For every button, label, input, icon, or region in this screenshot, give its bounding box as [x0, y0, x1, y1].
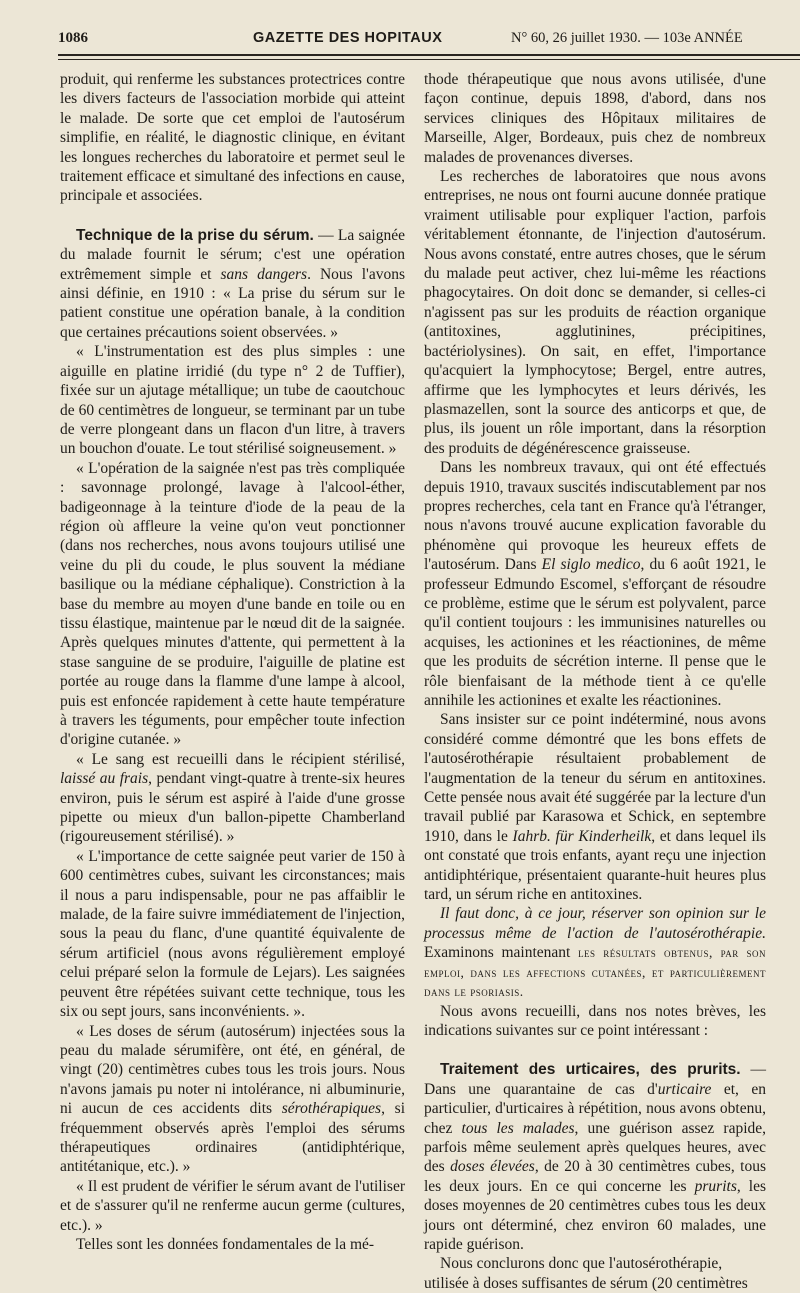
- text-run: , une guérison assez rapide, parfois même seulement après quelques heures, avec des: [424, 1119, 767, 1176]
- text-run: Dans les nombreux travaux, qui ont été effectués depuis 1910, travaux suscités indiscutablement par nos propres recherches, cela tant en France qu'à l'étranger, nous n'avons trouvé aucune explication favorable du phénomène qui provoque les heureux effets de l'autosérum. Dans: [424, 459, 766, 574]
- paragraph: « L'instrumentation est des plus simples : une aiguille en platine irridié (du type n° 2 de Tuffier), fixée sur un ajutage métallique; un tube de caoutchouc de 60 centimètres de longueur, se terminant par un tube de verre plongeant dans un flacon d'un litre, à travers un bouchon d'ouate. Le tout stérilisé soigneusement. »: [60, 343, 405, 458]
- text-run: . Nous l'avons ainsi définie, en 1910 : « La prise du sérum sur le patient constitue une opération banale, à la condition que certaines précautions soient observées. »: [60, 265, 405, 341]
- section-urticaires: [424, 1060, 766, 1254]
- header-rule-thick: [58, 54, 800, 56]
- italic-run: sans dangers: [220, 265, 308, 283]
- paragraph: [60, 1022, 405, 1177]
- italic-run: tous les malades: [461, 1119, 575, 1137]
- italic-run: sérothérapiques: [281, 1100, 382, 1118]
- header-rule-thin: [58, 59, 800, 60]
- italic-run: Iahrb. für Kinderheilk: [512, 827, 652, 845]
- paragraph: [424, 904, 766, 1001]
- italic-run: prurits: [694, 1177, 737, 1195]
- text-run: — La saignée du malade fournit le sérum; c'est une opération extrêmement simple et: [60, 226, 405, 283]
- italic-run: El siglo medico: [541, 556, 641, 574]
- text-run: , du 6 août 1921, le professeur Edmundo Escomel, s'efforçant de résoudre ce problème, estime que le sérum est polyvalent, parce qu'il contient toujours : les immunisines naturelles ou acquises, les actionines et les réactionines, de même que les produits de sécrétion interne. Il pense que le rôle bienfaisant de la méthode tient à ce qu'elle annihile les actionines et exalte les réactionines.: [424, 556, 766, 709]
- paragraph: Les recherches de laboratoires que nous avons entreprises, ne nous ont fourni aucune donnée pratique vraiment utilisable pour expliquer l'action, parfois véritablement étonnante, de l'injection d'autosérum. Nous avons constaté, entre autres choses, que le sérum du malade peut activer, chez lui-même les réactions phagocytaires. On doit donc se demander, si celles-ci n'agissent pas sur les produits de réaction organique (antitoxines, agglutinines, précipitines, bactériolysines). On sait, en effet, l'importance qu'acquiert la lymphocytose; Bergel, entre autres, affirme que les lymphocytes et leurs dérivés, les plasmazellen, sont la source des anticorps et que, de plus, ils jouent un rôle important, dans la résorption des produits de dégénérescence graisseuse.: [424, 168, 766, 457]
- paragraph: [60, 750, 405, 847]
- text-run: , pendant vingt-quatre à trente-six heures environ, puis le sérum est aspiré à l'aide d'une grosse pipette ou mieux d'un ballon-pipette Chamberland (rigoureusement stérilisé). »: [60, 770, 406, 846]
- text-run: , de 20 à 30 centimètres cubes, tous les deux jours. En ce qui concerne les: [424, 1158, 767, 1195]
- italic-run: Il faut donc, à ce jour, réserver son opinion sur le processus même de l'action de l'autosérothérapie.: [424, 905, 766, 942]
- text-run: , si fréquemment observés après l'emploi des sérums thérapeutiques ordinaires (antidiphtérique, antitétanique, etc.). »: [60, 1100, 405, 1176]
- page-number: 1086: [58, 30, 88, 46]
- text-run: Sans insister sur ce point indéterminé, nous avons considéré comme démontré que les bons effets de l'autosérothérapie résultaient probablement de l'augmentation de la teneur du sérum en antitoxines. Cette pensée nous avait été suggérée par la lecture d'un travail publié par Karasowa et Schick, en septembre 1910, dans le: [424, 711, 766, 845]
- text-run: « Le sang est recueilli dans le récipient stérilisé,: [76, 750, 405, 768]
- paragraph: Telles sont les données fondamentales de la mé-: [76, 1235, 375, 1253]
- paragraph: « Il est prudent de vérifier le sérum avant de l'utiliser et de s'assurer qu'il ne renferme aucun germe (cultures, etc.). »: [60, 1177, 405, 1234]
- text-run: et, en particulier, d'urticaires à répétition, nous avons obtenu, chez: [424, 1080, 766, 1137]
- paragraph: thode thérapeutique que nous avons utilisée, d'une façon continue, depuis 1898, d'abord, dans nos services cliniques des Hôpitaux militaires de Marseille, Alger, Bordeaux, puis chez de nombreux malades de provenances diverses.: [424, 71, 766, 166]
- small-caps-run: les résultats obtenus, par son emploi, dans les affections cutanées, et particulièrement dans le psoriasis.: [424, 945, 766, 1000]
- paragraph: [424, 710, 766, 904]
- italic-run: urticaire: [657, 1080, 712, 1098]
- text-run: , et dans lequel ils ont constaté que trois enfants, ayant reçu une injection antidiphtérique, présentaient quarante-huit heures plus tard, un sérum riche en antitoxines.: [424, 827, 766, 904]
- paragraph: « L'importance de cette saignée peut varier de 150 à 600 centimètres cubes, suivant les circonstances; mais il nous a paru indispensable, pour ne pas affaiblir le malade, de la faire suivre immédiatement de l'injection, sous la peau du flanc, d'une quantité équivalente de sérum artificiel (nous avons régulièrement employé celui préparé selon la formule de Lejars). Les saignées peuvent être répétées suivant cette technique, tous les six ou sept jours, sans inconvénients. ».: [60, 847, 405, 1021]
- text-run: — Dans une quarantaine de cas d': [424, 1061, 766, 1098]
- paragraph: Nous conclurons donc que l'autosérothérapie, utilisée à doses suffisantes de sérum (20 centimètres: [424, 1255, 748, 1292]
- paragraph: « L'opération de la saignée n'est pas très compliquée : savonnage prolongé, lavage à l'alcool-éther, badigeonnage à la teinture d'iode de la peau de la région où affleure la veine qu'on veut ponctionner (dans nos recherches, nous avons toujours utilisé une veine du pli du coude, le plus souvent la médiane basilique ou la médiane céphalique). Constriction à la base du membre au moyen d'une bande en toile ou en tissu élastique, maintenue par le nœud dit de la saignée. Après quelques minutes d'attente, qui permettent à la stase sanguine de se produire, l'aiguille de platine est portée au rouge dans la flamme d'une lampe à alcool, puis est enfoncée rapidement à cette haute température à travers les téguments, pour empêcher toute infection d'origine cutanée. »: [60, 459, 405, 749]
- journal-title: GAZETTE DES HOPITAUX: [253, 30, 443, 46]
- left-column: [60, 70, 406, 1253]
- italic-run: doses élevées: [450, 1158, 535, 1176]
- paragraph: [424, 458, 766, 710]
- paragraph: Nous avons recueilli, dans nos notes brèves, les indications suivantes sur ce point intéressant :: [424, 1002, 766, 1039]
- paragraph: produit, qui renferme les substances protectrices contre les divers facteurs de l'association morbide qui atteint le malade. De sorte que cet emploi de l'autosérum simplifie, en réalité, le diagnostic clinique, en évitant les longues recherches du laboratoire et permet seul le traitement efficace et simultané des infections en cause, principale et associées.: [60, 71, 405, 205]
- text-run: « Les doses de sérum (autosérum) injectées sous la peau du malade sérumifère, ont été, en général, de vingt (20) centimètres cubes tous les trois jours. Nous n'avons jamais pu noter ni intolérance, ni albuminurie, ni aucun de ces accidents dits: [60, 1022, 405, 1118]
- section-heading: Technique de la prise du sérum.: [76, 226, 314, 244]
- issue-info: N° 60, 26 juillet 1930. — 103e ANNÉE: [511, 30, 743, 46]
- right-column: [424, 70, 767, 1292]
- text-run: Examinons maintenant: [424, 944, 579, 962]
- italic-run: laissé au frais: [60, 770, 149, 788]
- page-header: [58, 30, 792, 52]
- text-run: , les doses moyennes de 20 centimètres cubes tous les deux jours ont déterminé, chez environ 60 malades, une rapide guérison.: [424, 1177, 767, 1253]
- section-heading: Traitement des urticaires, des prurits.: [440, 1061, 741, 1079]
- section-technique: [60, 226, 405, 342]
